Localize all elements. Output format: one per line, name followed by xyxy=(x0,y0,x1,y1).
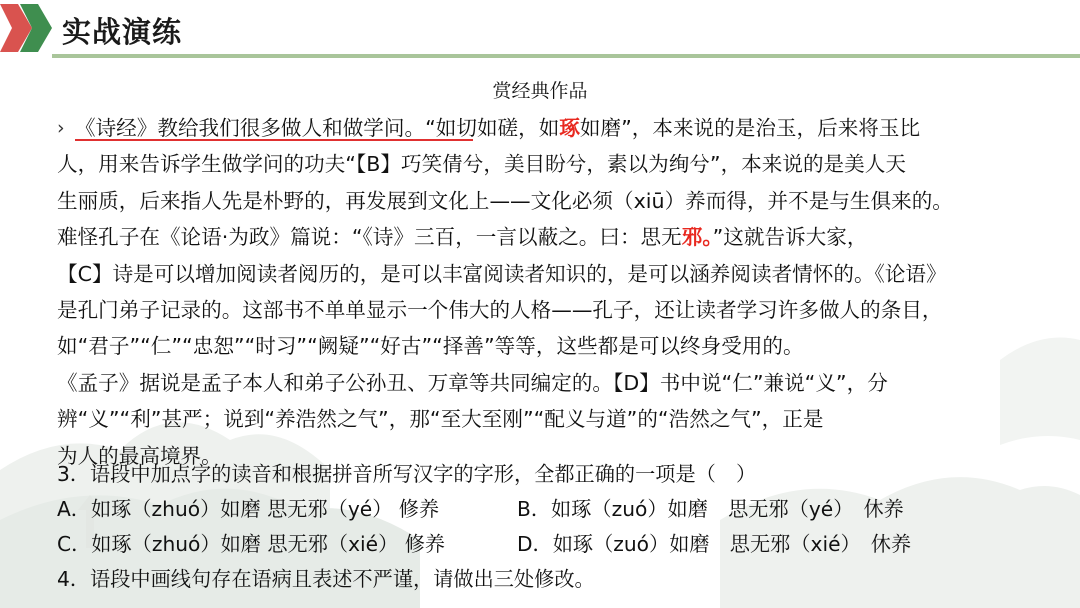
passage-line: 生丽质，后来指人先是朴野的，再发展到文化上——文化必须（xiū）养而得，并不是与生俱来的。 xyxy=(57,188,953,213)
passage-text: 如磨”，本来说的是治玉，后来将玉比 xyxy=(579,116,921,140)
passage-line: 是孔门弟子记录的。这部书不单单显示一个伟大的人格——孔子，还让读者学习许多做人的条目， xyxy=(57,297,943,322)
bullet-caret-icon: › xyxy=(57,117,65,139)
passage-line: 如“君子”“仁”“忠恕”“时习”“阙疑”“好古”“择善”等等，这些都是可以终身受用的。 xyxy=(57,334,804,359)
header-divider xyxy=(52,54,1080,58)
dotted-character: 琢 xyxy=(559,116,580,140)
option-d[interactable]: D．如琢（zuó）如磨 思无邪（xié） 休养 xyxy=(517,532,912,556)
dotted-character: 邪。 xyxy=(681,225,713,250)
passage-line: 《孟子》据说是孟子本人和弟子公孙丑、万章等共同编定的。【D】书中说“仁”兼说“义”，分 xyxy=(57,370,888,395)
passage-line xyxy=(57,110,1037,146)
reading-passage xyxy=(57,110,1037,474)
passage-line xyxy=(57,219,1037,255)
option-c[interactable]: C．如琢（zhuó）如磨 思无邪（xié） 修养 xyxy=(57,532,446,556)
options-row-ab xyxy=(57,492,1047,527)
question-4: 4．语段中画线句存在语病且表述不严谨，请做出三处修改。 xyxy=(57,567,595,591)
passage-subtitle: 赏经典作品 xyxy=(492,80,588,102)
option-a[interactable]: A．如琢（zhuó）如磨 思无邪（yé） 修养 xyxy=(57,497,440,521)
passage-line: 【C】诗是可以增加阅读者阅历的，是可以丰富阅读者知识的，是可以涵养阅读者情怀的。《论语》 xyxy=(57,261,947,286)
header-chevron-icon xyxy=(0,0,60,56)
option-b[interactable]: B．如琢（zuó）如磨 思无邪（yé） 休养 xyxy=(517,497,904,521)
passage-line: 辨“义”“利”甚严；说到“养浩然之气”，那“至大至刚”“配义与道”的“浩然之气”，正是 xyxy=(57,407,824,432)
red-underline xyxy=(75,139,473,141)
passage-text: 难怪孔子在《论语·为政》篇说：“《诗》三百，一言以蔽之。曰：思无 xyxy=(57,225,682,250)
passage-text: ”这就告诉大家， xyxy=(712,225,868,250)
passage-line: 为人的最高境界。 xyxy=(57,443,222,468)
question-block xyxy=(57,457,1047,597)
underlined-sentence: 《诗经》教给我们很多做人和做学问。 xyxy=(75,116,426,140)
options-row-cd xyxy=(57,527,1047,562)
question-3: 3．语段中加点字的读音和根据拼音所写汉字的字形，全都正确的一项是（ ） xyxy=(57,462,757,486)
page-title: 实战演练 xyxy=(62,15,183,49)
passage-line: 人，用来告诉学生做学问的功夫“【B】巧笑倩兮，美目盼兮，素以为绚兮”，本来说的是美人天 xyxy=(57,152,906,177)
passage-text: “如切如磋，如 xyxy=(425,116,560,140)
header-bar xyxy=(0,0,1080,60)
